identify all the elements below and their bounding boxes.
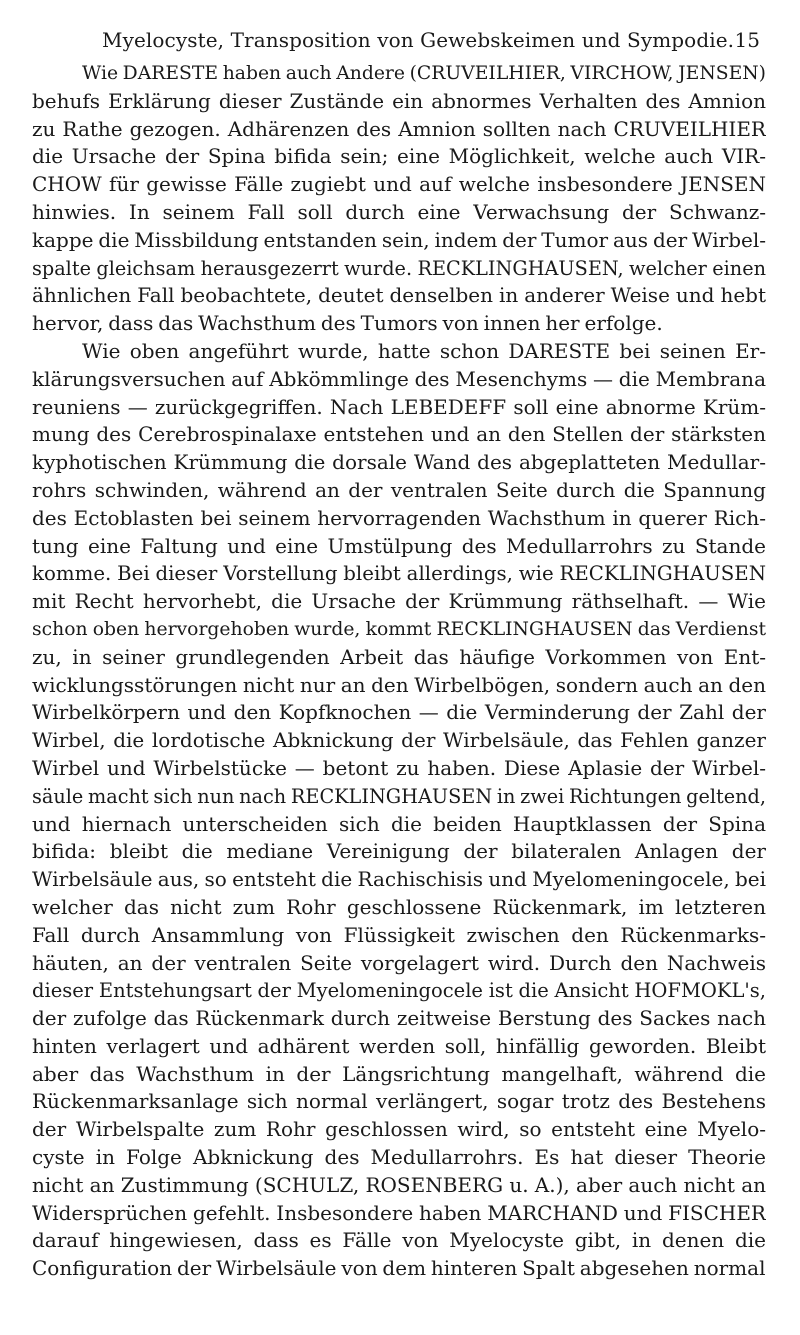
text-line: hinwies. In seinem Fall soll durch eine Verwachsung der Schwanz- xyxy=(32,199,766,224)
text-line: ähnlichen Fall beobachtete, deutet denselben in anderer Weise und hebt xyxy=(32,283,766,308)
text-line: reuniens — zurückgegriffen. Nach LEBEDEFF soll eine abnorme Krüm- xyxy=(32,394,766,419)
text-line: tung eine Faltung und eine Umstülpung des Medullarrohrs zu Stande xyxy=(32,533,766,558)
text-line: rohrs schwinden, während an der ventralen Seite durch die Spannung xyxy=(32,477,766,502)
text-line: der zufolge das Rückenmark durch zeitweise Berstung des Sackes nach xyxy=(32,1006,766,1031)
text-line: behufs Erklärung dieser Zustände ein abnormes Verhalten des Amnion xyxy=(32,88,766,113)
text-line: nicht an Zustimmung (SCHULZ, ROSENBERG u. A.), aber auch nicht an xyxy=(32,1172,766,1197)
text-line: welcher das nicht zum Rohr geschlossene Rückenmark, im letzteren xyxy=(32,894,766,919)
text-line: die Ursache der Spina bifida sein; eine Möglichkeit, welche auch VIR- xyxy=(32,144,766,169)
text-line: CHOW für gewisse Fälle zugiebt und auf welche insbesondere JENSEN xyxy=(32,172,766,197)
text-line: Wirbel, die lordotische Abknickung der Wirbelsäule, das Fehlen ganzer xyxy=(32,728,766,753)
text-line: Configuration der Wirbelsäule von dem hinteren Spalt abgesehen normal xyxy=(32,1256,766,1281)
text-line: Rückenmarksanlage sich normal verlängert, sogar trotz des Bestehens xyxy=(32,1089,766,1114)
text-line: Wirbelkörpern und den Kopfknochen — die Verminderung der Zahl der xyxy=(32,700,766,725)
text-line: aber das Wachsthum in der Längsrichtung mangelhaft, während die xyxy=(32,1061,766,1086)
text-line: hervor, dass das Wachsthum des Tumors von innen her erfolge. xyxy=(32,311,663,336)
text-line: der Wirbelspalte zum Rohr geschlossen wird, so entsteht eine Myelo- xyxy=(32,1117,766,1142)
paragraph xyxy=(32,338,766,1283)
text-line: des Ectoblasten bei seinem hervorragenden Wachsthum in querer Rich- xyxy=(32,505,766,530)
text-line: Wirbel und Wirbelstücke — betont zu haben. Diese Aplasie der Wirbel- xyxy=(32,755,766,780)
text-line: und hiernach unterscheiden sich die beiden Hauptklassen der Spina xyxy=(32,811,766,836)
text-line: zu, in seiner grundlegenden Arbeit das häufige Vorkommen von Ent- xyxy=(32,644,766,669)
text-line: zu Rathe gezogen. Adhärenzen des Amnion sollten nach CRUVEILHIER xyxy=(32,116,766,141)
text-line: schon oben hervorgehoben wurde, kommt RECKLINGHAUSEN das Verdienst xyxy=(32,618,766,640)
text-line: dieser Entstehungsart der Myelomeningocele ist die Ansicht HOFMOKL's, xyxy=(32,979,766,1003)
paragraph xyxy=(32,60,766,338)
text-line: mung des Cerebrospinalaxe entstehen und an den Stellen der stärksten xyxy=(32,422,766,447)
text-line: komme. Bei dieser Vorstellung bleibt allerdings, wie RECKLINGHAUSEN xyxy=(32,562,766,586)
text-line: spalte gleichsam herausgezerrt wurde. RECKLINGHAUSEN, welcher einen xyxy=(32,256,766,280)
running-title: Myelocyste, Transposition von Gewebskeimen und Sympodie. xyxy=(102,28,735,52)
running-head xyxy=(32,20,768,60)
text-line: hinten verlagert und adhärent werden soll, hinfällig geworden. Bleibt xyxy=(32,1033,766,1058)
text-line: häuten, an der ventralen Seite vorgelagert wird. Durch den Nachweis xyxy=(32,950,766,975)
text-line: wicklungsstörungen nicht nur an den Wirbelbögen, sondern auch an den xyxy=(32,672,766,697)
text-line: säule macht sich nun nach RECKLINGHAUSEN in zwei Richtungen geltend, xyxy=(32,784,766,808)
text-line: Fall durch Ansammlung von Flüssigkeit zwischen den Rückenmarks- xyxy=(32,922,766,947)
text-line: cyste in Folge Abknickung des Medullarrohrs. Es hat dieser Theorie xyxy=(32,1145,766,1170)
page-number: 15 xyxy=(734,28,760,52)
text-line: Wirbelsäule aus, so entsteht die Rachischisis und Myelomeningocele, bei xyxy=(32,867,766,892)
body-text xyxy=(32,60,766,1283)
text-line: klärungsversuchen auf Abkömmlinge des Mesenchyms — die Membrana xyxy=(32,366,766,391)
text-line: bifida: bleibt die mediane Vereinigung der bilateralen Anlagen der xyxy=(32,839,766,864)
text-line: kappe die Missbildung entstanden sein, indem der Tumor aus der Wirbel- xyxy=(32,227,766,252)
text-line: mit Recht hervorhebt, die Ursache der Krümmung räthselhaft. — Wie xyxy=(32,589,766,614)
text-line: Wie oben angeführt wurde, hatte schon DARESTE bei seinen Er- xyxy=(82,338,766,363)
text-line: Widersprüchen gefehlt. Insbesondere haben MARCHAND und FISCHER xyxy=(32,1200,766,1225)
book-page xyxy=(32,20,768,1283)
text-line: kyphotischen Krümmung die dorsale Wand des abgeplatteten Medullar- xyxy=(32,450,766,475)
text-line: Wie DARESTE haben auch Andere (CRUVEILHIER, VIRCHOW, JENSEN) xyxy=(82,63,766,84)
text-line: darauf hingewiesen, dass es Fälle von Myelocyste gibt, in denen die xyxy=(32,1228,766,1253)
